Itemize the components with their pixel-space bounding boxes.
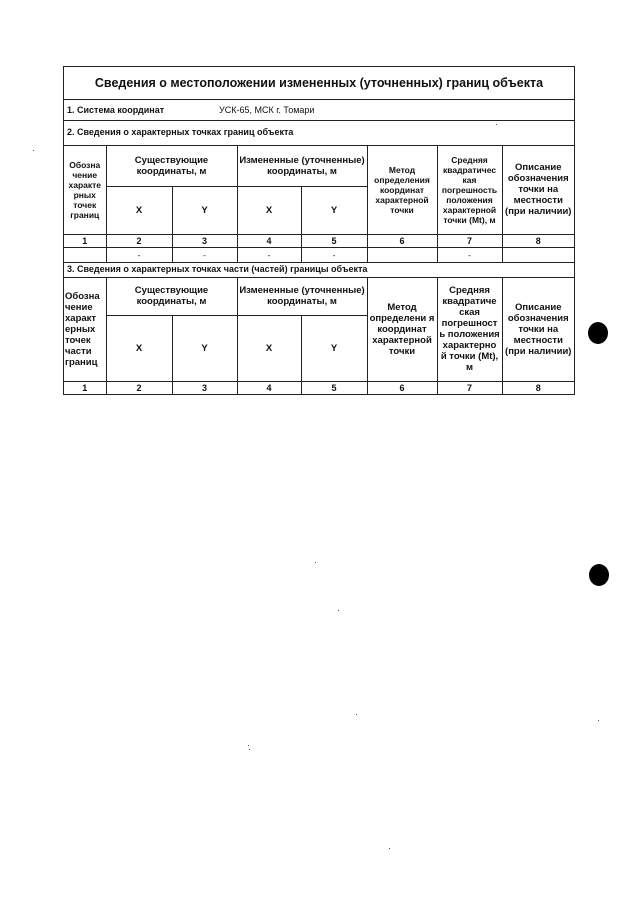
coord-system-value: УСК-65, МСК г. Томари — [219, 105, 315, 115]
scan-speck — [356, 714, 357, 715]
column-number: 4 — [237, 382, 301, 395]
header-y-changed: Y — [301, 316, 367, 382]
column-number: 3 — [172, 382, 237, 395]
header-x-changed: X — [237, 316, 301, 382]
header-designation: Обозна чение характе рных точек границ — [64, 146, 106, 234]
header-x-changed: X — [237, 186, 301, 234]
header-x-existing: X — [106, 316, 172, 382]
header-method: Метод определени я координат характерной точки — [367, 278, 437, 382]
section3-title: 3. Сведения о характерных точках части (частей) границы объекта — [64, 263, 574, 278]
header-y-existing: Y — [172, 316, 237, 382]
column-number: 1 — [64, 234, 106, 247]
table-cell: - — [172, 247, 237, 262]
header-y-changed: Y — [301, 186, 367, 234]
scan-speck — [248, 745, 249, 746]
punch-hole-mark — [589, 564, 609, 586]
part-boundary-points-table — [64, 278, 574, 395]
scan-speck — [338, 610, 339, 611]
column-number: 2 — [106, 234, 172, 247]
header-existing-coords: Существующие координаты, м — [106, 146, 237, 186]
table-cell: - — [437, 247, 502, 262]
table-cell — [367, 247, 437, 262]
scan-speck — [249, 749, 250, 750]
header-changed-coords: Измененные (уточненные) координаты, м — [237, 146, 367, 186]
column-number: 1 — [64, 382, 106, 395]
scan-speck — [389, 848, 390, 849]
column-number: 5 — [301, 234, 367, 247]
scan-speck — [496, 124, 497, 125]
header-x-existing: X — [106, 186, 172, 234]
column-number-row — [64, 234, 574, 247]
header-error: Средняя квадратичес кая погрешность положения характерной точки (Mt), м — [437, 146, 502, 234]
column-number: 4 — [237, 234, 301, 247]
column-number: 7 — [437, 234, 502, 247]
table-cell: - — [237, 247, 301, 262]
table-row — [64, 247, 574, 262]
scan-speck — [33, 150, 34, 151]
column-number: 2 — [106, 382, 172, 395]
column-number: 5 — [301, 382, 367, 395]
punch-hole-mark — [588, 322, 608, 344]
table-cell — [64, 247, 106, 262]
table-cell: - — [301, 247, 367, 262]
column-number: 3 — [172, 234, 237, 247]
document-sheet — [63, 66, 575, 395]
column-number: 7 — [437, 382, 502, 395]
header-method: Метод определения координат характерной точки — [367, 146, 437, 234]
scan-speck — [598, 720, 599, 721]
column-number: 6 — [367, 382, 437, 395]
header-error: Средняя квадратиче ская погрешност ь положения характерно й точки (Mt), м — [437, 278, 502, 382]
header-designation: Обозна чение характ ерных точек части границ — [64, 278, 106, 382]
document-title: Сведения о местоположении измененных (уточненных) границ объекта — [64, 67, 574, 100]
coord-system-row — [64, 100, 574, 121]
column-number: 8 — [502, 234, 574, 247]
section2-title: 2. Сведения о характерных точках границ объекта — [64, 121, 574, 146]
column-number: 6 — [367, 234, 437, 247]
header-changed-coords: Измененные (уточненные) координаты, м — [237, 278, 367, 316]
table-cell — [502, 247, 574, 262]
coord-system-label: 1. Система координат — [67, 105, 165, 115]
boundary-points-table — [64, 146, 574, 263]
header-y-existing: Y — [172, 186, 237, 234]
table-cell: - — [106, 247, 172, 262]
header-existing-coords: Существующие координаты, м — [106, 278, 237, 316]
header-description: Описание обозначения точки на местности (при наличии) — [502, 146, 574, 234]
header-description: Описание обозначения точки на местности (при наличии) — [502, 278, 574, 382]
scan-speck — [315, 562, 316, 563]
column-number: 8 — [502, 382, 574, 395]
column-number-row — [64, 382, 574, 395]
